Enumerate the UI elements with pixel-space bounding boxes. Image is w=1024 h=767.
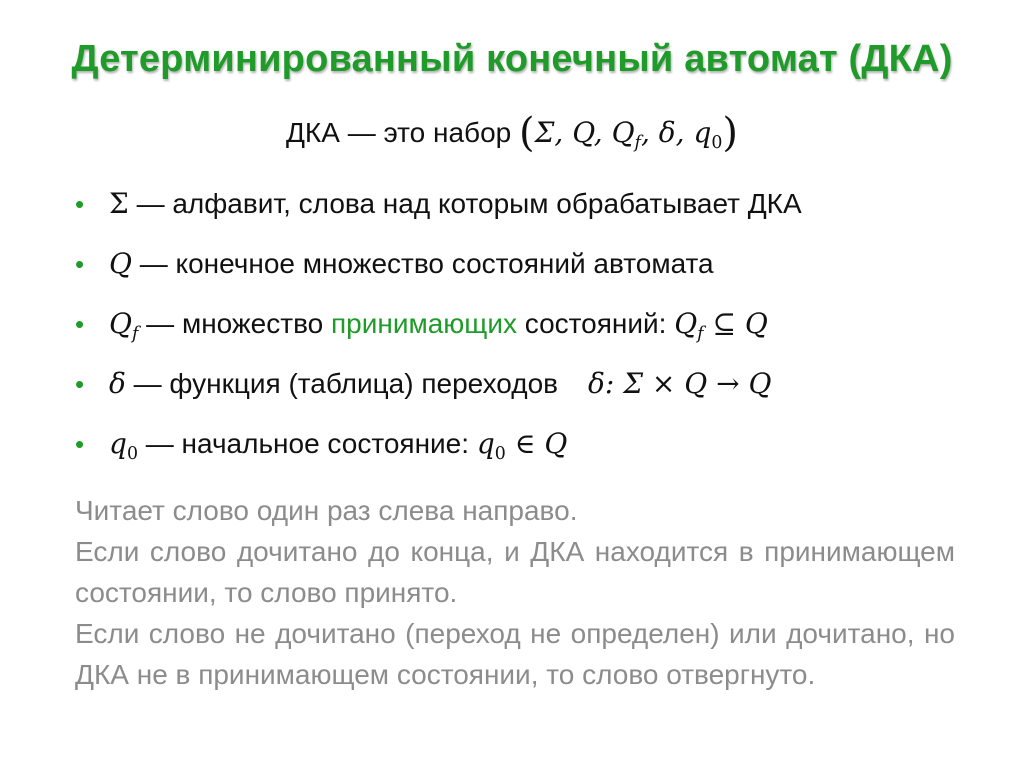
- formula-in: ∈ Q: [505, 427, 568, 460]
- paragraph-accepted: Если слово дочитано до конца, и ДКА находится в принимающем состоянии, то слово принято.: [75, 536, 955, 608]
- formula-subset: ⊆ Q: [703, 307, 768, 340]
- bullet-dot-icon: •: [75, 369, 85, 399]
- paragraph-rejected: Если слово не дочитано (переход не определен) или дочитано, но ДКА не в принимающем состоянии, то слово отвергнуто.: [75, 618, 955, 690]
- symbol-delta: δ: [109, 367, 126, 400]
- formula-qf-sub: f: [697, 324, 704, 345]
- symbol-q: Q: [109, 247, 132, 280]
- bullet-dot-icon: •: [75, 189, 85, 219]
- paragraph-reading: Читает слово один раз слева направо.: [75, 495, 578, 526]
- highlight-accepting: принимающих: [330, 308, 517, 339]
- bullet-dot-icon: •: [75, 309, 85, 339]
- tuple-sub-f: f: [634, 133, 641, 154]
- item-text: — алфавит, слова над которым обрабатывает ДКА: [128, 188, 802, 219]
- explanation-text: [75, 490, 955, 695]
- list-item-alphabet: [75, 180, 975, 240]
- list-item-accepting-states: [75, 300, 975, 360]
- list-item-states: [75, 240, 975, 300]
- paren-open: (: [519, 110, 535, 156]
- paren-close: ): [722, 110, 739, 156]
- tuple-part-2: , δ, q: [640, 116, 712, 149]
- symbol-q0: q: [109, 427, 127, 460]
- definition-list: [75, 180, 975, 480]
- list-item-initial-state: [75, 420, 975, 480]
- list-item-transition: [75, 360, 975, 420]
- symbol-qf: Q: [109, 307, 132, 340]
- bullet-dot-icon: •: [75, 249, 85, 279]
- formula-qf: Q: [674, 307, 698, 340]
- item-text-a: — множество: [138, 308, 331, 339]
- definition-text: ДКА — это набор: [285, 117, 520, 148]
- formula-q0-sub: 0: [494, 444, 506, 465]
- item-text: — конечное множество состояний автомата: [131, 248, 714, 279]
- definition-line: [0, 110, 1024, 156]
- bullet-dot-icon: •: [75, 429, 85, 459]
- item-text-b: состояний:: [516, 308, 675, 339]
- symbol-q0-sub: 0: [126, 444, 138, 465]
- item-text: — функция (таблица) переходов: [125, 368, 559, 399]
- formula-q0: q: [476, 427, 495, 460]
- symbol-qf-sub: f: [131, 324, 139, 345]
- formula-delta: δ: Σ × Q → Q: [588, 367, 772, 400]
- slide-title: Детерминированный конечный автомат (ДКА): [71, 38, 953, 80]
- tuple-part-1: Σ, Q, Q: [534, 116, 635, 149]
- symbol-sigma: Σ: [109, 187, 129, 220]
- tuple-sub-0: 0: [711, 133, 723, 154]
- item-text: — начальное состояние:: [137, 428, 477, 459]
